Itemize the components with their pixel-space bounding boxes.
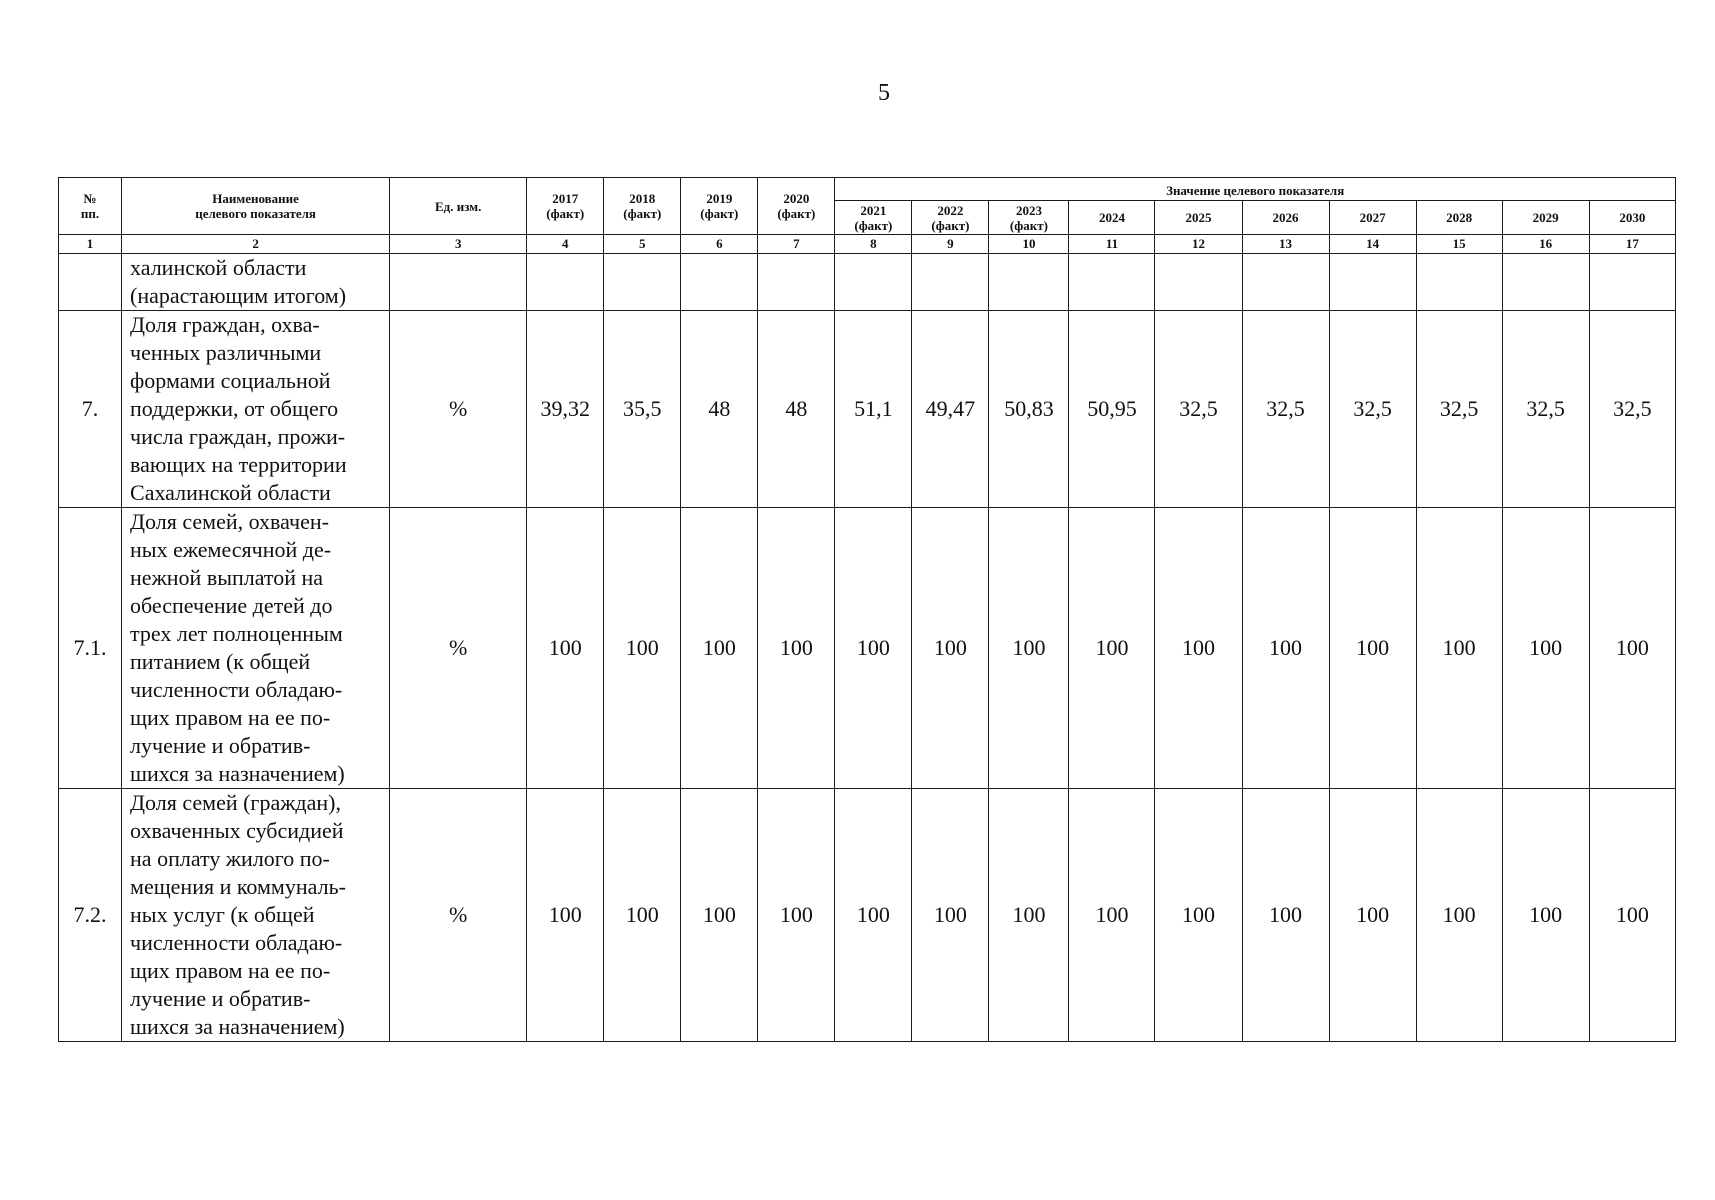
value-cell	[604, 254, 681, 311]
value-cell: 100	[1589, 508, 1675, 789]
value-cell: 100	[681, 789, 758, 1042]
header-year-2019: 2019 (факт)	[681, 178, 758, 235]
header-year-2017: 2017 (факт)	[527, 178, 604, 235]
value-cell: 100	[989, 789, 1069, 1042]
header-year-2029: 2029	[1502, 201, 1589, 235]
header-year-2018: 2018 (факт)	[604, 178, 681, 235]
value-cell: 51,1	[835, 311, 912, 508]
value-cell: 32,5	[1502, 311, 1589, 508]
value-cell: 50,95	[1069, 311, 1155, 508]
column-number: 9	[912, 235, 989, 254]
value-cell: 32,5	[1416, 311, 1502, 508]
value-cell: 100	[835, 789, 912, 1042]
column-number: 12	[1155, 235, 1242, 254]
header-year-2020: 2020 (факт)	[758, 178, 835, 235]
value-cell: 100	[1242, 508, 1329, 789]
table-row	[59, 311, 1676, 508]
column-number: 1	[59, 235, 122, 254]
column-number: 16	[1502, 235, 1589, 254]
header-year-2027: 2027	[1329, 201, 1416, 235]
header-indicator-name: Наименование целевого показателя	[122, 178, 390, 235]
value-cell: 100	[1155, 508, 1242, 789]
value-cell: 100	[758, 508, 835, 789]
header-group-title: Значение целевого показателя	[835, 178, 1676, 201]
column-number: 17	[1589, 235, 1675, 254]
value-cell: 100	[912, 789, 989, 1042]
value-cell: 100	[527, 789, 604, 1042]
column-number: 3	[390, 235, 527, 254]
table-row	[59, 508, 1676, 789]
column-number: 14	[1329, 235, 1416, 254]
value-cell: 100	[835, 508, 912, 789]
value-cell: 48	[681, 311, 758, 508]
value-cell: 49,47	[912, 311, 989, 508]
value-cell	[1155, 254, 1242, 311]
value-cell: 100	[604, 789, 681, 1042]
value-cell: 100	[912, 508, 989, 789]
value-cell: 100	[1329, 789, 1416, 1042]
value-cell: 100	[1416, 789, 1502, 1042]
value-cell: 32,5	[1329, 311, 1416, 508]
column-number: 2	[122, 235, 390, 254]
header-year-2025: 2025	[1155, 201, 1242, 235]
value-cell: 32,5	[1155, 311, 1242, 508]
value-cell: 100	[1242, 789, 1329, 1042]
indicator-name: Доля семей (граждан), охваченных субсидией на оплату жилого по- мещения и коммуналь- ных услуг (к общей численности обладаю- щих правом на ее по- лучение и обратив- шихся за назначением)	[122, 789, 390, 1042]
column-number: 6	[681, 235, 758, 254]
value-cell: 100	[758, 789, 835, 1042]
value-cell	[1242, 254, 1329, 311]
column-numbers-row	[59, 235, 1676, 254]
indicator-name: Доля семей, охвачен- ных ежемесячной де- нежной выплатой на обеспечение детей до трех лет полноценным питанием (к общей численности обладаю- щих правом на ее по- лучение и обратив- шихся за назначением)	[122, 508, 390, 789]
value-cell	[1069, 254, 1155, 311]
column-number: 8	[835, 235, 912, 254]
value-cell: 100	[1155, 789, 1242, 1042]
value-cell: 100	[1502, 789, 1589, 1042]
header-year-2026: 2026	[1242, 201, 1329, 235]
header-num: № пп.	[59, 178, 122, 235]
header-year-2021: 2021 (факт)	[835, 201, 912, 235]
column-number: 5	[604, 235, 681, 254]
column-number: 4	[527, 235, 604, 254]
unit-cell	[390, 254, 527, 311]
value-cell	[1416, 254, 1502, 311]
column-number: 10	[989, 235, 1069, 254]
value-cell	[1329, 254, 1416, 311]
value-cell	[758, 254, 835, 311]
value-cell: 100	[1416, 508, 1502, 789]
value-cell: 100	[1589, 789, 1675, 1042]
table-row	[59, 254, 1676, 311]
value-cell: 100	[1329, 508, 1416, 789]
value-cell: 100	[1069, 508, 1155, 789]
indicator-name: халинской области (нарастающим итогом)	[122, 254, 390, 311]
value-cell: 32,5	[1589, 311, 1675, 508]
target-indicators-table	[58, 177, 1676, 1042]
row-number: 7.2.	[59, 789, 122, 1042]
value-cell: 100	[989, 508, 1069, 789]
unit-cell: %	[390, 508, 527, 789]
header-year-2022: 2022 (факт)	[912, 201, 989, 235]
value-cell: 35,5	[604, 311, 681, 508]
header-year-2024: 2024	[1069, 201, 1155, 235]
value-cell: 100	[527, 508, 604, 789]
row-number	[59, 254, 122, 311]
header-year-2023: 2023 (факт)	[989, 201, 1069, 235]
column-number: 13	[1242, 235, 1329, 254]
header-year-2028: 2028	[1416, 201, 1502, 235]
header-year-2030: 2030	[1589, 201, 1675, 235]
value-cell: 100	[681, 508, 758, 789]
value-cell: 100	[1502, 508, 1589, 789]
value-cell	[989, 254, 1069, 311]
column-number: 7	[758, 235, 835, 254]
indicator-name: Доля граждан, охва- ченных различными формами социальной поддержки, от общего числа граждан, прожи- вающих на территории Сахалинской области	[122, 311, 390, 508]
value-cell	[835, 254, 912, 311]
page-number: 5	[878, 80, 890, 106]
value-cell	[527, 254, 604, 311]
row-number: 7.	[59, 311, 122, 508]
value-cell: 100	[1069, 789, 1155, 1042]
value-cell: 32,5	[1242, 311, 1329, 508]
column-number: 11	[1069, 235, 1155, 254]
table-row	[59, 789, 1676, 1042]
value-cell: 48	[758, 311, 835, 508]
value-cell: 50,83	[989, 311, 1069, 508]
value-cell	[912, 254, 989, 311]
unit-cell: %	[390, 789, 527, 1042]
value-cell: 39,32	[527, 311, 604, 508]
value-cell	[681, 254, 758, 311]
column-number: 15	[1416, 235, 1502, 254]
unit-cell: %	[390, 311, 527, 508]
value-cell	[1502, 254, 1589, 311]
value-cell: 100	[604, 508, 681, 789]
value-cell	[1589, 254, 1675, 311]
header-unit: Ед. изм.	[390, 178, 527, 235]
row-number: 7.1.	[59, 508, 122, 789]
